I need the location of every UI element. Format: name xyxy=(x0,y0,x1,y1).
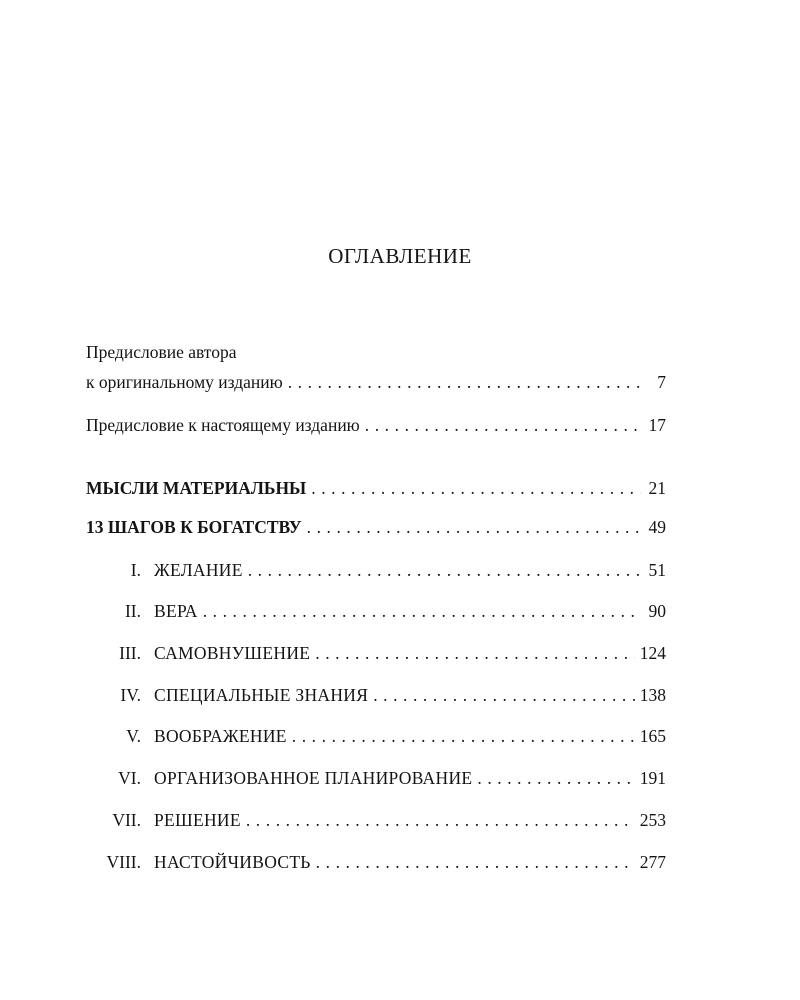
dot-leader xyxy=(307,515,641,539)
dot-leader xyxy=(248,558,641,582)
chapter-title: ОРГАНИЗОВАННОЕ ПЛАНИРОВАНИЕ xyxy=(154,768,473,788)
chapter-page: 253 xyxy=(639,810,666,830)
chapter-page: 165 xyxy=(639,726,666,746)
toc-section-page: 49 xyxy=(648,517,666,537)
toc-chapter[interactable] xyxy=(86,724,666,748)
toc-chapter[interactable] xyxy=(86,808,666,832)
toc-entry-label: к оригинальному изданию xyxy=(86,372,283,392)
chapter-title: СПЕЦИАЛЬНЫЕ ЗНАНИЯ xyxy=(154,685,369,705)
dot-leader xyxy=(365,413,641,437)
dot-leader xyxy=(292,724,635,748)
toc-entry-page: 7 xyxy=(657,372,666,392)
chapter-page: 124 xyxy=(639,643,666,663)
chapter-number: III. xyxy=(119,643,141,663)
chapter-number: VII. xyxy=(112,810,141,830)
chapter-title: РЕШЕНИЕ xyxy=(154,810,241,830)
chapter-page: 138 xyxy=(639,685,666,705)
toc-chapter[interactable] xyxy=(86,641,666,665)
toc-chapter[interactable] xyxy=(86,558,666,582)
chapter-number: IV. xyxy=(120,685,141,705)
toc-chapter[interactable] xyxy=(86,766,666,790)
chapter-number: II. xyxy=(124,601,141,621)
dot-leader xyxy=(477,766,634,790)
toc-section-page: 21 xyxy=(648,478,666,498)
chapter-page: 51 xyxy=(648,560,666,580)
toc-title: ОГЛАВЛЕНИЕ xyxy=(328,244,472,268)
chapter-number: VI. xyxy=(118,768,141,788)
dot-leader xyxy=(373,683,635,707)
toc-entry-preface-author[interactable] xyxy=(86,370,666,394)
toc-entry-page: 17 xyxy=(648,415,666,435)
chapter-number: VIII. xyxy=(106,852,141,872)
chapter-number: I. xyxy=(130,560,141,580)
toc-chapter[interactable] xyxy=(86,599,666,623)
toc-chapter[interactable] xyxy=(86,850,666,874)
chapter-page: 191 xyxy=(639,768,666,788)
chapter-page: 90 xyxy=(648,601,666,621)
dot-leader xyxy=(311,476,641,500)
chapter-title: САМОВНУШЕНИЕ xyxy=(154,643,311,663)
toc-section-thoughts[interactable] xyxy=(86,476,666,500)
chapter-title: ВЕРА xyxy=(154,601,198,621)
toc-chapter[interactable] xyxy=(86,683,666,707)
toc-section-label: МЫСЛИ МАТЕРИАЛЬНЫ xyxy=(86,478,307,498)
toc-section-label: 13 ШАГОВ К БОГАТСТВУ xyxy=(86,517,302,537)
chapter-title: ЖЕЛАНИЕ xyxy=(154,560,243,580)
dot-leader xyxy=(288,370,641,394)
toc-section-13-steps[interactable] xyxy=(86,515,666,539)
dot-leader xyxy=(316,850,635,874)
chapter-title: НАСТОЙЧИВОСТЬ xyxy=(154,852,311,872)
dot-leader xyxy=(203,599,641,623)
chapter-number: V. xyxy=(126,726,141,746)
dot-leader xyxy=(315,641,635,665)
chapter-title: ВООБРАЖЕНИЕ xyxy=(154,726,287,746)
chapter-page: 277 xyxy=(639,852,666,872)
preface-author-line1: Предисловие автора xyxy=(86,342,237,362)
toc-entry-preface-current[interactable] xyxy=(86,413,666,437)
dot-leader xyxy=(246,808,635,832)
toc-entry-label: Предисловие к настоящему изданию xyxy=(86,415,360,435)
